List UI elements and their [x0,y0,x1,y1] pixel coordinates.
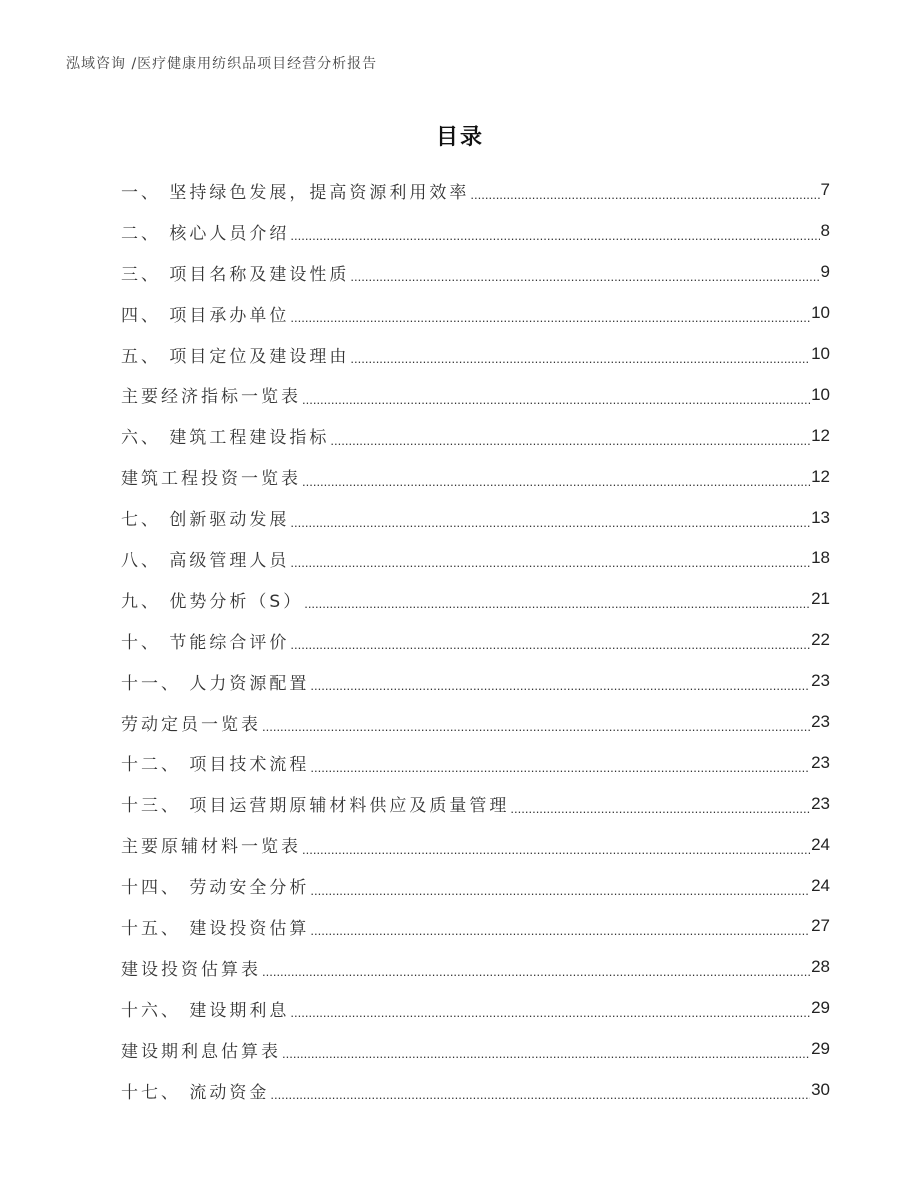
toc-entry-page: 24 [811,834,830,854]
toc-entry-page: 10 [811,344,830,363]
toc-entry-page: 27 [811,916,830,936]
toc-entry[interactable] [121,824,830,865]
toc-entry[interactable] [121,456,830,497]
toc-leader-dots [290,552,810,570]
toc-entry[interactable] [121,947,830,988]
toc-title: 目录 [435,125,484,150]
toc-entry-page: 7 [820,180,830,200]
toc-entry-label: 十五、 建设投资估算 [121,918,310,939]
toc-entry[interactable] [121,538,830,579]
toc-entry[interactable] [121,334,830,375]
toc-entry[interactable] [121,293,830,334]
toc-leader-dots [510,798,810,816]
toc-entry-page: 28 [811,957,830,977]
toc-entry[interactable] [121,661,830,702]
toc-entry-label: 主要经济指标一览表 [121,387,301,408]
toc-entry-page: 12 [811,466,830,486]
toc-leader-dots [310,675,810,693]
toc-entry-page: 23 [811,671,830,691]
toc-leader-dots [350,348,810,366]
toc-entry[interactable] [121,252,830,293]
toc-entry-page: 18 [811,548,830,568]
toc-entry-page: 9 [820,262,830,282]
toc-leader-dots [290,225,819,243]
toc-entry[interactable] [121,374,830,415]
toc-entry-page: 10 [811,303,830,323]
toc-entry[interactable] [121,579,830,620]
toc-entry-page: 23 [811,793,830,813]
toc-leader-dots [290,512,810,530]
toc-leader-dots [350,266,819,284]
toc-leader-dots [290,634,810,652]
toc-entry-label: 一、 坚持绿色发展，提高资源利用效率 [121,182,470,203]
toc-leader-dots [330,430,810,448]
toc-entry-page: 23 [811,712,830,732]
toc-entry-label: 建筑工程投资一览表 [121,469,301,490]
toc-entry-label: 七、 创新驱动发展 [121,510,290,531]
toc-entry-page: 8 [820,221,830,241]
toc-entry-label: 十、 节能综合评价 [121,632,290,653]
toc-entry-label: 十七、 流动资金 [121,1082,270,1103]
toc-entry[interactable] [121,1029,830,1070]
toc-entry-page: 22 [811,630,830,650]
toc-leader-dots [290,307,810,325]
toc-entry-label: 六、 建筑工程建设指标 [121,428,330,449]
toc-entry-label: 三、 项目名称及建设性质 [121,264,350,285]
toc-entry-page: 10 [811,384,830,404]
toc-entry-page: 30 [811,1080,830,1100]
toc-entry-page: 12 [811,425,830,445]
toc-leader-dots [302,839,810,857]
page-header: 泓域咨询 /医疗健康用纺织品项目经营分析报告 [66,56,378,72]
toc-leader-dots [262,716,810,734]
toc-entry[interactable] [121,906,830,947]
table-of-contents [121,170,830,1110]
toc-leader-dots [262,961,810,979]
toc-entry[interactable] [121,702,830,743]
toc-leader-dots [470,184,819,202]
toc-entry[interactable] [121,783,830,824]
toc-entry-label: 八、 高级管理人员 [121,550,290,571]
toc-entry[interactable] [121,170,830,211]
toc-entry-label: 五、 项目定位及建设理由 [121,346,350,367]
toc-entry-page: 24 [811,875,830,895]
toc-entry-label: 十四、 劳动安全分析 [121,878,310,899]
toc-entry-label: 主要原辅材料一览表 [121,837,301,858]
toc-entry-label: 劳动定员一览表 [121,714,261,735]
toc-entry-page: 29 [811,998,830,1018]
toc-leader-dots [282,1043,810,1061]
toc-entry-label: 十二、 项目技术流程 [121,755,310,776]
toc-leader-dots [290,1002,810,1020]
toc-leader-dots [310,920,810,938]
toc-entry-page: 23 [811,752,830,772]
toc-leader-dots [270,1084,810,1102]
toc-entry-label: 十六、 建设期利息 [121,1000,290,1021]
toc-leader-dots [304,593,810,611]
toc-entry[interactable] [121,415,830,456]
toc-entry-label: 建设投资估算表 [121,959,261,980]
toc-entry-label: 九、 优势分析（S） [121,591,304,612]
toc-entry-label: 二、 核心人员介绍 [121,223,290,244]
toc-entry[interactable] [121,865,830,906]
toc-entry-label: 四、 项目承办单位 [121,305,290,326]
toc-leader-dots [302,389,810,407]
toc-entry[interactable] [121,742,830,783]
toc-entry-label: 建设期利息估算表 [121,1041,281,1062]
toc-entry-page: 13 [811,507,830,527]
toc-entry[interactable] [121,211,830,252]
toc-entry-page: 29 [811,1039,830,1059]
toc-entry-page: 21 [811,589,830,609]
toc-entry[interactable] [121,988,830,1029]
toc-leader-dots [310,880,810,898]
toc-leader-dots [302,471,810,489]
toc-entry-label: 十一、 人力资源配置 [121,673,310,694]
toc-leader-dots [310,757,810,775]
toc-entry[interactable] [121,620,830,661]
toc-entry[interactable] [121,497,830,538]
toc-entry-label: 十三、 项目运营期原辅材料供应及质量管理 [121,796,510,817]
toc-entry[interactable] [121,1070,830,1111]
